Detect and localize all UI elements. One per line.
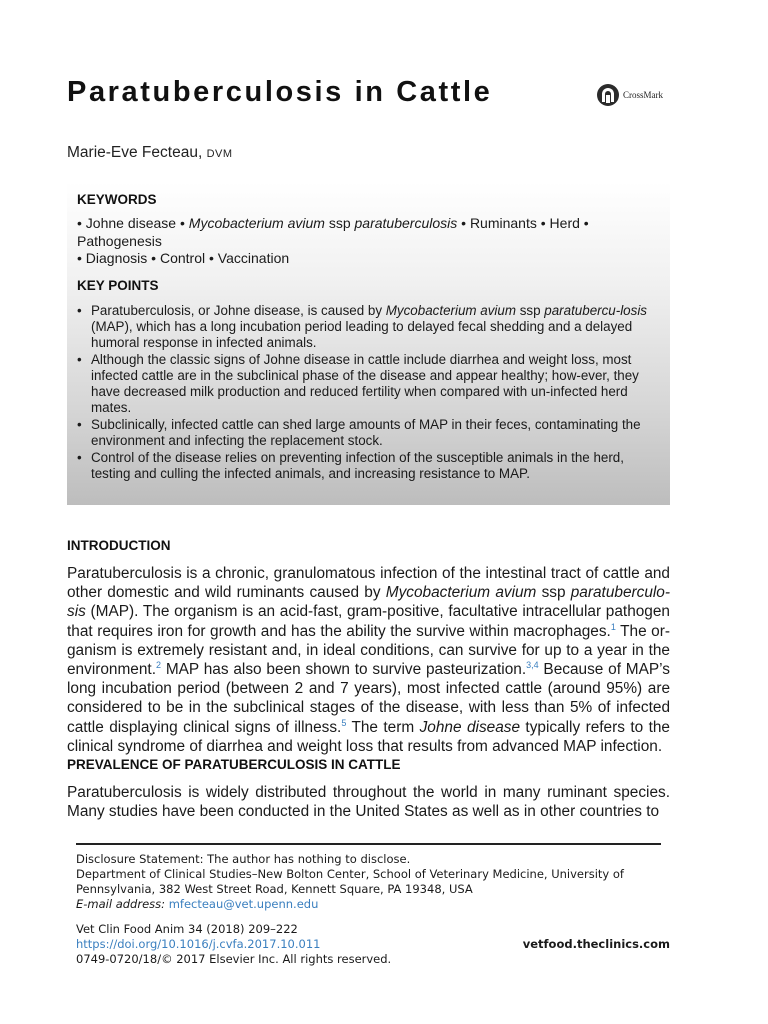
disclosure-statement: Disclosure Statement: The author has nothing to disclose. <box>76 852 411 866</box>
doi-line <box>76 937 670 952</box>
introduction-paragraph: Paratuberculosis is a chronic, granulomatous infection of the intestinal tract of cattle and other domestic and wild ruminants caused by Mycobacterium avium ssp paratuberculo-sis (MAP). The organism is an acid-fast, gram-positive, facultative intracellular pathogen that requires iron for growth and has the ability the survive within macrophages.$^1$ The or-ganism is extremely resistant and, in ideal conditions, can survive for up to a year in the environment.$^2$ MAP has also been shown to survive pasteurization.$^{3,4}$ Because of MAP’s long incubation period (between 2 and 7 years), most infected cattle (around 95%) are considered to be in the subclinical stages of the disease, with less than 5% of infected cattle displaying clinical signs of illness.$^5$ The term Johne disease typically refers to the clinical syndrome of diarrhea and weight loss that results from advanced MAP infection. <box>67 565 670 755</box>
author-line <box>67 144 233 162</box>
keywords-list <box>77 215 662 268</box>
article-title: Paratuberculosis in Cattle <box>67 76 493 108</box>
journal-citation: Vet Clin Food Anim 34 (2018) 209–222 <box>76 922 298 936</box>
affiliation: Department of Clinical Studies–New Bolton Center, School of Veterinary Medicine, University of Pennsylvania, 382 West Street Road, Kennett Square, PA 19348, USA <box>76 867 624 896</box>
key-point-item: • Paratuberculosis, or Johne disease, is caused by Mycobacterium avium ssp paratubercu-losis (MAP), which has a long incubation period leading to delayed fecal shedding and a delayed humoral response in infected animals. <box>77 303 663 351</box>
keyword-item: • Diagnosis <box>77 250 148 266</box>
footnotes <box>76 852 670 912</box>
copyright: 0749-0720/18/© 2017 Elsevier Inc. All rights reserved. <box>76 952 392 966</box>
keywords-keypoints-box <box>67 182 670 505</box>
crossmark-badge[interactable] <box>597 84 663 106</box>
citation-block <box>76 922 670 967</box>
doi-link[interactable]: https://doi.org/10.1016/j.cvfa.2017.10.011 <box>76 937 321 951</box>
crossmark-label: CrossMark <box>623 90 663 100</box>
key-point-item: • Subclinically, infected cattle can shed large amounts of MAP in their feces, contaminating the environment and infecting the replacement stock. <box>77 417 663 449</box>
key-point-item: • Although the classic signs of Johne disease in cattle include diarrhea and weight loss, most infected cattle are in the subclinical phase of the disease and appear healthy; how-ever, they have decreased milk production and reduced fertility when compared with un-infected herd mates. <box>77 352 663 416</box>
email-line <box>76 897 670 912</box>
email-label: E-mail address: <box>76 897 166 911</box>
crossmark-icon <box>597 84 619 106</box>
keyword-item: • Vaccination <box>209 250 290 266</box>
prevalence-paragraph: Paratuberculosis is widely distributed throughout the world in many ruminant species. Many studies have been conducted in the United States as well as in other countries to <box>67 784 670 821</box>
author-degree: DVM <box>206 148 233 160</box>
footnote-divider <box>76 843 661 845</box>
key-points-heading: KEY POINTS <box>77 278 159 293</box>
author-name: Marie-Eve Fecteau, <box>67 144 203 161</box>
introduction-heading: INTRODUCTION <box>67 538 171 553</box>
keyword-item: • Herd <box>540 215 580 231</box>
keyword-item: • Pathogenesis <box>77 215 589 249</box>
keywords-heading: KEYWORDS <box>77 192 157 207</box>
key-point-item: • Control of the disease relies on preventing infection of the susceptible animals in the herd, testing and culling the infected animals, and increasing resistance to MAP. <box>77 450 663 482</box>
journal-site[interactable]: vetfood.theclinics.com <box>522 937 670 951</box>
keyword-item: • Mycobacterium avium ssp paratuberculosis <box>179 215 458 231</box>
key-points-list <box>77 303 663 483</box>
keyword-item: • Johne disease <box>77 215 177 231</box>
keyword-item: • Control <box>151 250 206 266</box>
prevalence-heading: PREVALENCE OF PARATUBERCULOSIS IN CATTLE <box>67 757 401 772</box>
email-link[interactable]: mfecteau@vet.upenn.edu <box>168 897 319 911</box>
keyword-item: • Ruminants <box>461 215 537 231</box>
